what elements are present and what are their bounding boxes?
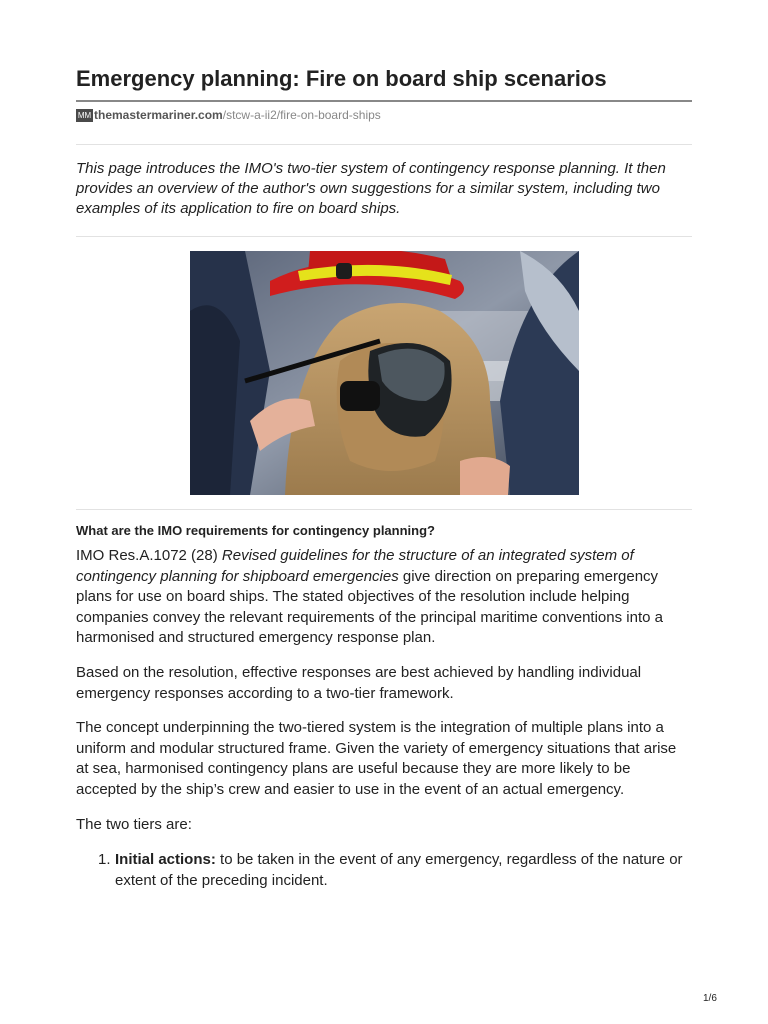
resolution-description: give direction on preparing emergency plans for use on board ships. The stated objectives of the resolution include helping companies convey the relevant requirements of the principal maritime conventions into a harmonised and structured emergency response plan.	[76, 567, 663, 647]
title-underline	[76, 100, 692, 102]
divider	[76, 236, 692, 237]
page-title: Emergency planning: Fire on board ship scenarios	[76, 66, 607, 91]
source-path-link[interactable]: /stcw-a-ii2/fire-on-board-ships	[222, 108, 381, 122]
tiers-list	[76, 849, 692, 891]
paragraph-framework: Based on the resolution, effective responses are best achieved by handling individual emergency responses according to a two-tier framework.	[76, 664, 642, 702]
section-heading: What are the IMO requirements for contingency planning?	[76, 523, 435, 538]
site-logo-icon: MM	[77, 111, 92, 121]
source-line	[76, 107, 381, 123]
resolution-reference: IMO Res.A.1072 (28)	[76, 547, 222, 564]
resolution-title: Revised guidelines for the structure of an integrated system of contingency planning for shipboard emergencies	[76, 547, 634, 585]
paragraph-concept: The concept underpinning the two-tiered system is the integration of multiple plans into a uniform and modular structured frame. Given the variety of emergency situations that arise at sea, harmonised contingency plans are useful because they are more likely to be accepted by the ship’s crew and easier to use in the event of an actual emergency.	[76, 719, 677, 798]
divider	[76, 144, 692, 145]
paragraph-two-tiers: The two tiers are:	[76, 816, 192, 833]
divider	[76, 509, 692, 510]
page-number: 1/6	[703, 993, 717, 1004]
firefighter-photo	[190, 251, 579, 495]
list-item-text: to be taken in the event of any emergency, regardless of the nature or extent of the preceding incident.	[115, 851, 683, 889]
paragraph-resolution	[76, 546, 692, 649]
source-domain-link[interactable]: themastermariner.com	[94, 108, 223, 122]
list-item-number: 1.	[98, 851, 111, 868]
list-item-label: Initial actions:	[115, 851, 216, 868]
intro-paragraph: This page introduces the IMO's two-tier system of contingency response planning. It then provides an overview of the author's own suggestions for a similar system, including two examples of its application to fire on board ships.	[76, 160, 666, 217]
photo-illustration	[190, 251, 579, 495]
list-item	[76, 849, 692, 891]
